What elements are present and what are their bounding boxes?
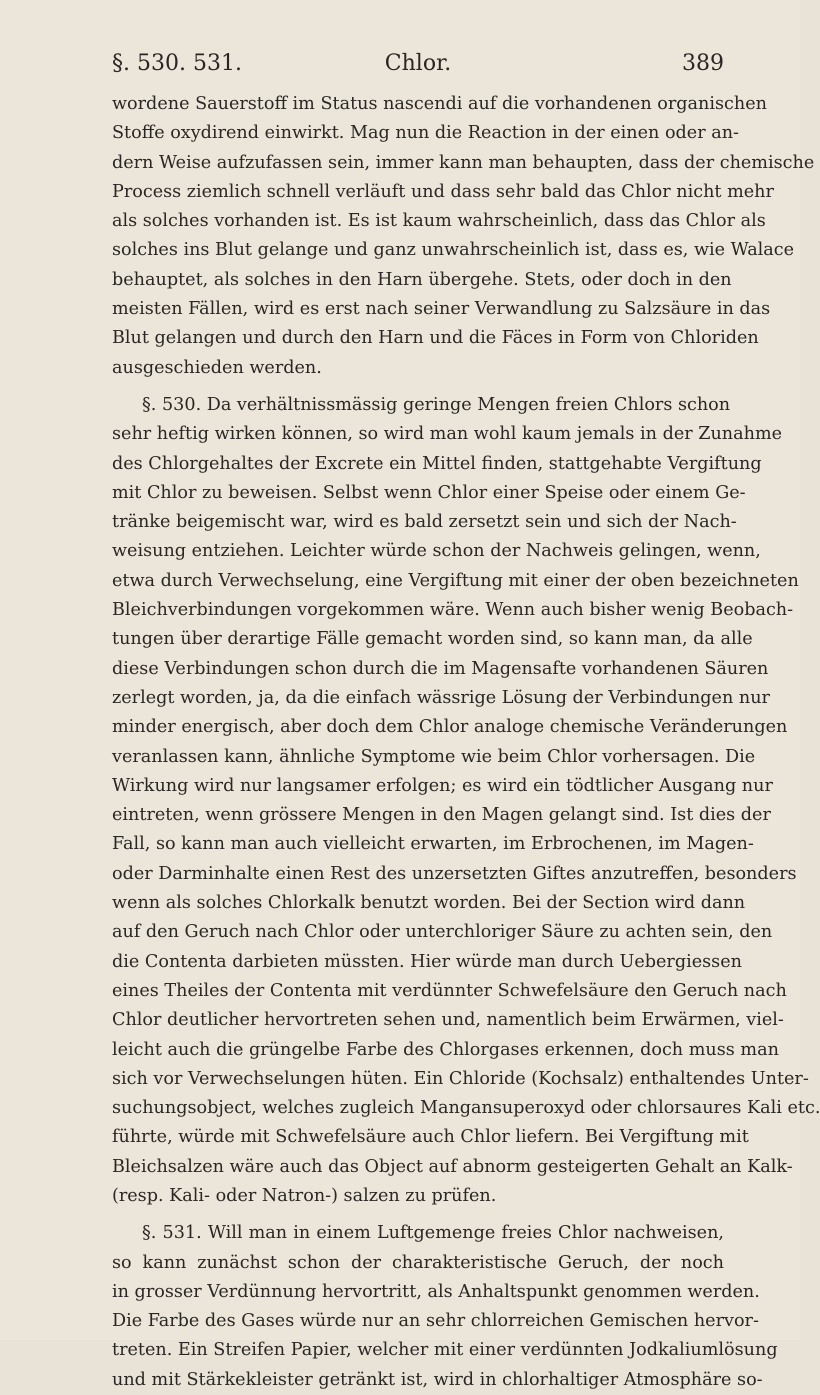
text-line: (resp. Kali- oder Natron-) salzen zu prüfen.: [112, 1185, 497, 1206]
text-line: und mit Stärkekleister getränkt ist, wird in chlorhaltiger Atmosphäre so-: [112, 1369, 763, 1390]
text-line: etwa durch Verwechselung, eine Vergiftung mit einer der oben bezeichneten: [112, 570, 799, 591]
text-line: minder energisch, aber doch dem Chlor analoge chemische Veränderungen: [112, 717, 788, 738]
text-line: sehr heftig wirken können, so wird man wohl kaum jemals in der Zunahme: [112, 424, 783, 445]
paragraph: [112, 391, 820, 1211]
text-line: Chlor deutlicher hervortreten sehen und, namentlich beim Erwärmen, viel-: [112, 1010, 784, 1031]
running-title: Chlor.: [384, 51, 452, 76]
text-line: Wirkung wird nur langsamer erfolgen; es wird ein tödtlicher Ausgang nur: [112, 775, 773, 796]
text-line: suchungsobject, welches zugleich Mangansuperoxyd oder chlorsaures Kali etc.: [112, 1098, 820, 1119]
text-line: oder Darminhalte einen Rest des unzersetzten Giftes anzutreffen, besonders: [112, 863, 797, 884]
text-line: tränke beigemischt war, wird es bald zersetzt sein und sich der Nach-: [112, 512, 737, 533]
text-line: auf den Geruch nach Chlor oder unterchloriger Säure zu achten sein, den: [112, 922, 773, 943]
text-line: in grosser Verdünnung hervortritt, als Anhaltspunkt genommen werden.: [112, 1281, 760, 1302]
text-line: treten. Ein Streifen Papier, welcher mit einer verdünnten Jodkaliumlösung: [112, 1340, 778, 1361]
text-line: solches ins Blut gelange und ganz unwahrscheinlich ist, dass es, wie Walace: [112, 240, 795, 261]
text-line: Bleichverbindungen vorgekommen wäre. Wenn auch bisher wenig Beobach-: [112, 600, 794, 621]
text-line: Stoffe oxydirend einwirkt. Mag nun die Reaction in der einen oder an-: [112, 123, 739, 144]
text-line: Process ziemlich schnell verläuft und dass sehr bald das Chlor nicht mehr: [112, 181, 774, 202]
text-line: eines Theiles der Contenta mit verdünnter Schwefelsäure den Geruch nach: [112, 980, 787, 1001]
text-line: zerlegt worden, ja, da die einfach wässrige Lösung der Verbindungen nur: [112, 687, 770, 708]
text-line: mit Chlor zu beweisen. Selbst wenn Chlor einer Speise oder einem Ge-: [112, 482, 746, 503]
text-line: die Contenta darbieten müssten. Hier würde man durch Uebergiessen: [112, 951, 742, 972]
text-line: führte, würde mit Schwefelsäure auch Chlor liefern. Bei Vergiftung mit: [112, 1127, 749, 1148]
text-line: so kann zunächst schon der charakteristische Geruch, der noch: [112, 1252, 724, 1273]
text-line: weisung entziehen. Leichter würde schon der Nachweis gelingen, wenn,: [112, 541, 761, 562]
page-header: [112, 46, 724, 82]
text-line: Fall, so kann man auch vielleicht erwarten, im Erbrochenen, im Magen-: [112, 834, 754, 855]
text-line: sich vor Verwechselungen hüten. Ein Chloride (Kochsalz) enthaltendes Unter-: [112, 1068, 809, 1089]
text-line: ausgeschieden werden.: [112, 357, 322, 378]
text-line: des Chlorgehaltes der Excrete ein Mittel finden, stattgehabte Vergiftung: [112, 453, 762, 474]
text-line: Bleichsalzen wäre auch das Object auf abnorm gesteigerten Gehalt an Kalk-: [112, 1156, 793, 1177]
text-line: leicht auch die grüngelbe Farbe des Chlorgases erkennen, doch muss man: [112, 1039, 779, 1060]
text-line: diese Verbindungen schon durch die im Magensafte vorhandenen Säuren: [112, 658, 769, 679]
text-line: wordene Sauerstoff im Status nascendi auf die vorhandenen organischen: [112, 94, 767, 114]
text-line: behauptet, als solches in den Harn übergehe. Stets, oder doch in den: [112, 269, 732, 290]
section-reference: §. 530. 531.: [112, 51, 242, 76]
text-line: tungen über derartige Fälle gemacht worden sind, so kann man, da alle: [112, 629, 753, 650]
text-line: meisten Fällen, wird es erst nach seiner Verwandlung zu Salzsäure in das: [112, 299, 771, 320]
page-body: [112, 90, 820, 1395]
text-line: veranlassen kann, ähnliche Symptome wie beim Chlor vorhersagen. Die: [112, 746, 756, 767]
text-line: eintreten, wenn grössere Mengen in den Magen gelangt sind. Ist dies der: [112, 805, 771, 826]
text-line: §. 530. Da verhältnissmässig geringe Mengen freien Chlors schon: [142, 394, 731, 415]
paragraph-gap: [112, 383, 724, 391]
text-line: Blut gelangen und durch den Harn und die Fäces in Form von Chloriden: [112, 328, 759, 349]
paragraph: [112, 1219, 778, 1395]
text-line: wenn als solches Chlorkalk benutzt worden. Bei der Section wird dann: [112, 893, 746, 914]
text-line: Die Farbe des Gases würde nur an sehr chlorreichen Gemischen hervor-: [112, 1311, 759, 1332]
paragraph: [112, 90, 815, 383]
paragraph-gap: [112, 1211, 724, 1219]
text-line: dern Weise aufzufassen sein, immer kann man behaupten, dass der chemische: [112, 152, 815, 173]
text-line: §. 531. Will man in einem Luftgemenge freies Chlor nachweisen,: [142, 1223, 724, 1244]
page-number: 389: [682, 51, 724, 76]
text-line: als solches vorhanden ist. Es ist kaum wahrscheinlich, dass das Chlor als: [112, 211, 766, 232]
